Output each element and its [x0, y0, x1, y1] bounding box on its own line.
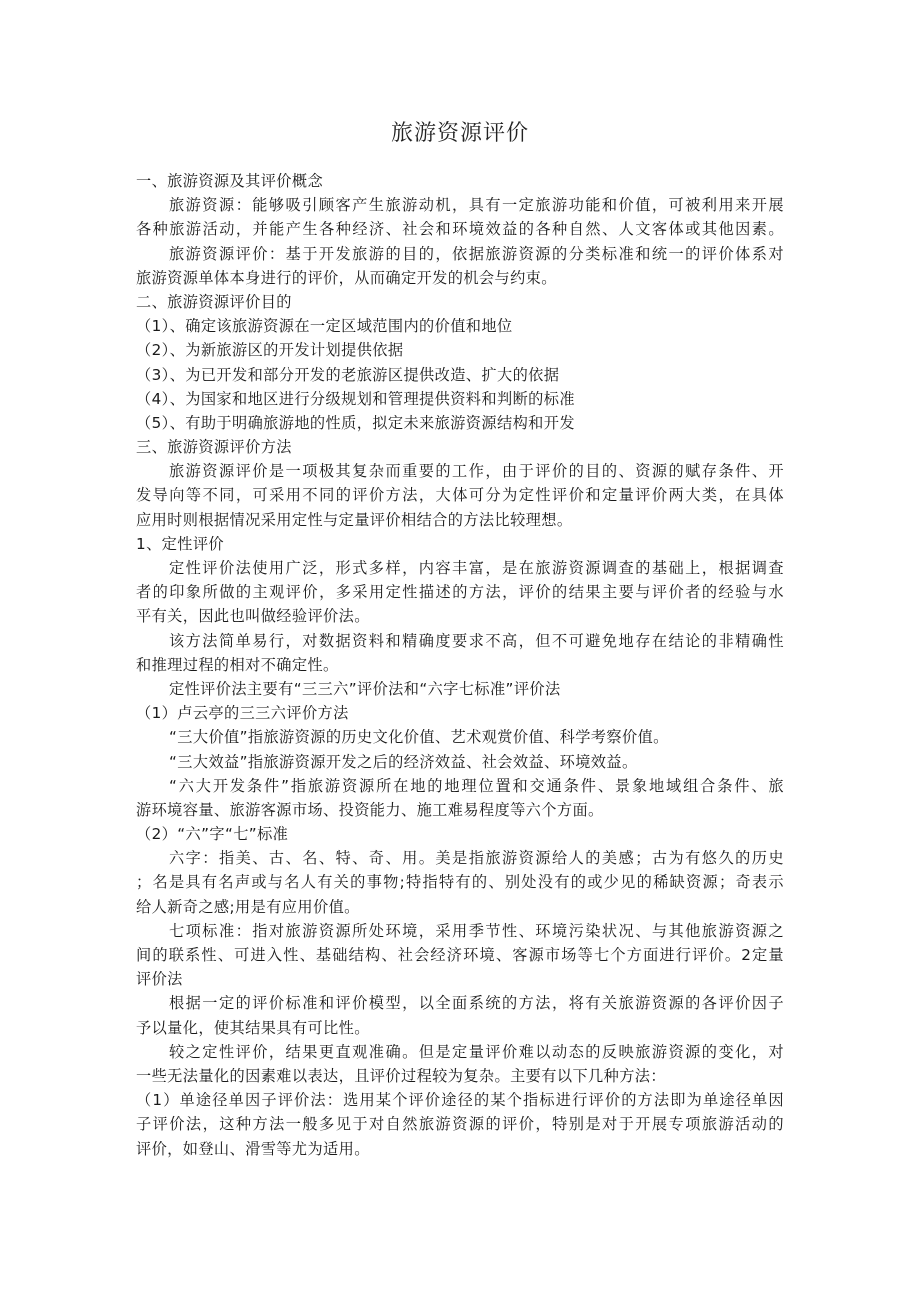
- text-line: 予以量化，使其结果具有可比性。: [136, 1018, 370, 1037]
- text-line: “三大价值”指旅游资源的历史文化价值、艺术观赏价值、科学考察价值。: [169, 728, 669, 747]
- text-line: （1）、确定该旅游资源在一定区域范围内的价值和地位: [136, 317, 513, 336]
- text-line: 旅游资源评价是一项极其复杂而重要的工作，由于评价的目的、资源的赋存条件、开: [169, 462, 784, 481]
- text-line: 该方法简单易行，对数据资料和精确度要求不高，但不可避免地存在结论的非精确性: [169, 631, 784, 650]
- text-line: 各种旅游活动，并能产生各种经济、社会和环境效益的各种自然、人文客体或其他因素。: [136, 220, 784, 239]
- text-line: （4）、为国家和地区进行分级规划和管理提供资料和判断的标准: [136, 389, 575, 408]
- text-line: 游环境容量、旅游客源市场、投资能力、施工难易程度等六个方面。: [136, 800, 604, 819]
- text-line: 较之定性评价，结果更直观准确。但是定量评价难以动态的反映旅游资源的变化，对: [169, 1042, 784, 1061]
- text-line: 平有关，因此也叫做经验评价法。: [136, 607, 370, 626]
- text-line: 一、旅游资源及其评价概念: [136, 172, 324, 190]
- text-line: “三大效益”指旅游资源开发之后的经济效益、社会效益、环境效益。: [169, 752, 638, 771]
- text-line: 六字：指美、古、名、特、奇、用。美是指旅游资源给人的美感；古为有悠久的历史: [169, 849, 784, 868]
- text-line: （1）卢云亭的三三六评价方法: [136, 704, 349, 723]
- text-line: （2）、为新旅游区的开发计划提供依据: [136, 341, 404, 360]
- text-line: 评价法: [136, 970, 183, 989]
- text-line: 评价，如登山、滑雪等尤为适用。: [136, 1139, 370, 1158]
- text-line: 子评价法，这种方法一般多见于对自然旅游资源的评价，特别是对于开展专项旅游活动的: [136, 1115, 784, 1134]
- text-line: 应用时则根据情况采用定性与定量评价相结合的方法比较理想。: [136, 510, 573, 529]
- document-body: [136, 169, 784, 1161]
- text-line: 二、旅游资源评价目的: [136, 292, 292, 311]
- text-line: （3）、为已开发和部分开发的老旅游区提供改造、扩大的依据: [136, 365, 560, 384]
- text-line: 旅游资源单体本身进行的评价，从而确定开发的机会与约束。: [136, 268, 557, 287]
- text-line: “六大开发条件”指旅游资源所在地的地理位置和交通条件、景象地域组合条件、旅: [169, 776, 784, 795]
- text-line: （2）“六”字“七”标准: [136, 825, 289, 844]
- text-line: ；名是具有名声或与名人有关的事物;特指特有的、别处没有的或少见的稀缺资源；奇表示: [136, 873, 784, 892]
- text-line: 者的印象所做的主观评价，多采用定性描述的方法，评价的结果主要与评价者的经验与水: [136, 583, 784, 602]
- text-line: 旅游资源评价：基于开发旅游的目的，依据旅游资源的分类标准和统一的评价体系对: [169, 244, 784, 263]
- text-line: 给人新奇之感;用是有应用价值。: [136, 897, 360, 916]
- text-line: 发导向等不同，可采用不同的评价方法，大体可分为定性评价和定量评价两大类，在具体: [136, 486, 784, 505]
- text-line: 1、定性评价: [136, 534, 225, 553]
- text-line: 间的联系性、可进入性、基础结构、社会经济环境、客源市场等七个方面进行评价。2定量: [136, 946, 784, 964]
- text-line: 定性评价法主要有“三三六”评价法和“六字七标准”评价法: [169, 679, 561, 698]
- text-line: 一些无法量化的因素难以表达，且评价过程较为复杂。主要有以下几种方法：: [136, 1066, 666, 1085]
- text-line: 根据一定的评价标准和评价模型，以全面系统的方法，将有关旅游资源的各评价因子: [169, 994, 784, 1013]
- text-line: （1）单途径单因子评价法：选用某个评价途径的某个指标进行评价的方法即为单途径单因: [136, 1091, 784, 1110]
- text-line: 定性评价法使用广泛，形式多样，内容丰富，是在旅游资源调查的基础上，根据调查: [169, 559, 784, 577]
- document-title: 旅游资源评价: [390, 121, 529, 146]
- text-line: 三、旅游资源评价方法: [136, 438, 292, 457]
- text-line: 七项标准：指对旅游资源所处环境，采用季节性、环境污染状况、与其他旅游资源之: [169, 921, 784, 940]
- text-line: 和推理过程的相对不确定性。: [136, 655, 339, 674]
- text-line: 旅游资源：能够吸引顾客产生旅游动机，具有一定旅游功能和价值，可被利用来开展: [169, 196, 784, 215]
- text-line: （5）、有助于明确旅游地的性质，拟定未来旅游资源结构和开发: [136, 413, 575, 432]
